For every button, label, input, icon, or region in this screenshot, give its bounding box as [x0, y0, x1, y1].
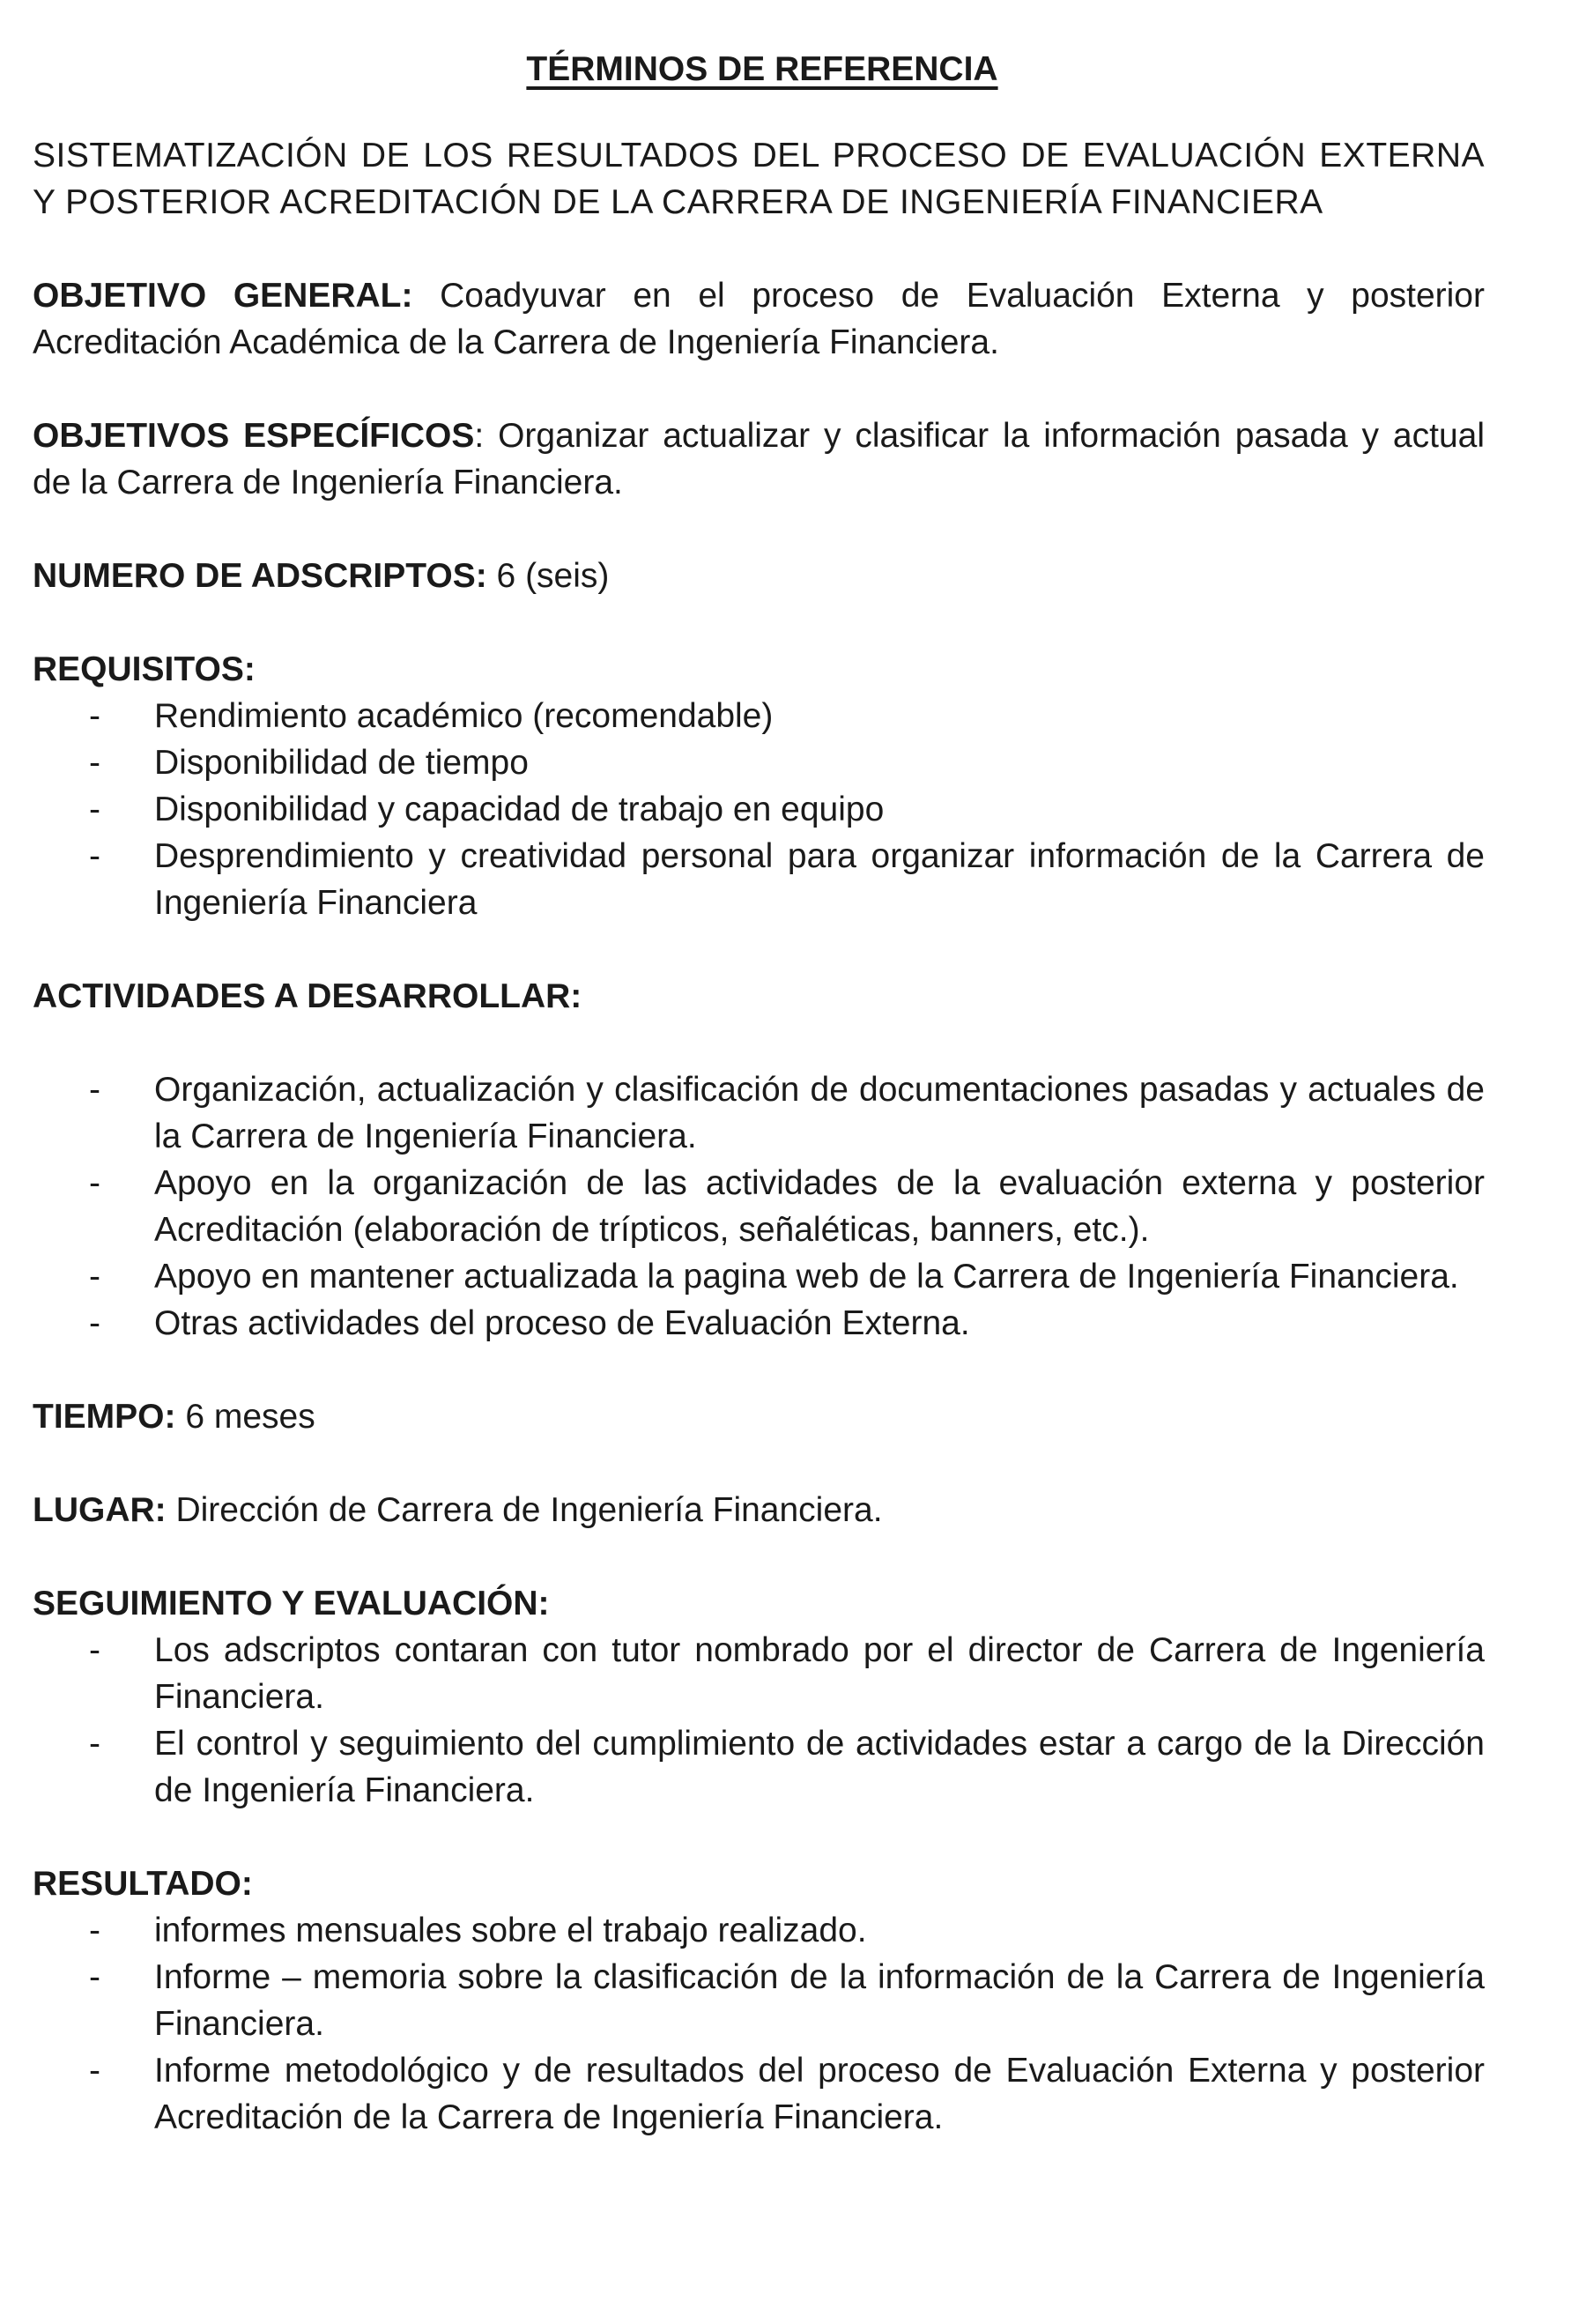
list-item-text: informes mensuales sobre el trabajo realizado. — [154, 1912, 867, 1949]
dash-bullet-icon: - — [89, 1912, 100, 1949]
list-item — [33, 2047, 1485, 2141]
actividades-list — [33, 1066, 1485, 1347]
section-resultado — [33, 1860, 1485, 2141]
dash-bullet-icon: - — [89, 2052, 100, 2090]
list-item-text: Apoyo en la organización de las actividades de la evaluación externa y posterior Acreditación (elaboración de trípticos, señaléticas, banners, etc.). — [154, 1164, 1485, 1249]
list-item-text: Informe metodológico y de resultados del proceso de Evaluación Externa y posterior Acreditación de la Carrera de Ingeniería Financiera. — [154, 2052, 1485, 2136]
section-numero-adscriptos — [33, 553, 1485, 599]
dash-bullet-icon: - — [89, 1071, 100, 1109]
list-item-text: Los adscriptos contaran con tutor nombrado por el director de Carrera de Ingeniería Financiera. — [154, 1631, 1485, 1716]
objetivos-especificos-text: : Organizar actualizar y clasificar la información pasada y actual de la Carrera de Ingeniería Financiera. — [33, 417, 1485, 501]
dash-bullet-icon: - — [89, 1725, 100, 1763]
dash-bullet-icon: - — [89, 744, 100, 782]
dash-bullet-icon: - — [89, 1258, 100, 1296]
lugar-value: Dirección de Carrera de Ingeniería Financiera. — [166, 1491, 883, 1529]
list-item-text: Apoyo en mantener actualizada la pagina web de la Carrera de Ingeniería Financiera. — [154, 1258, 1459, 1296]
document-page — [33, 46, 1485, 2187]
list-item-text: Informe – memoria sobre la clasificación de la información de la Carrera de Ingeniería Financiera. — [154, 1958, 1485, 2043]
tiempo-paragraph — [33, 1393, 1485, 1440]
list-item-text: Disponibilidad de tiempo — [154, 744, 529, 782]
list-item — [33, 739, 1485, 786]
numero-adscriptos-label: NUMERO DE ADSCRIPTOS: — [33, 557, 487, 595]
tiempo-value: 6 meses — [175, 1398, 315, 1436]
requisitos-heading: REQUISITOS: — [33, 650, 256, 688]
section-tiempo — [33, 1393, 1485, 1440]
lugar-label: LUGAR: — [33, 1491, 167, 1529]
list-item — [33, 1720, 1485, 1814]
document-title: TÉRMINOS DE REFERENCIA — [526, 50, 998, 88]
section-objetivos-especificos — [33, 412, 1485, 506]
seguimiento-list — [33, 1627, 1485, 1814]
objetivo-general-paragraph — [33, 272, 1485, 366]
seguimiento-heading: SEGUIMIENTO Y EVALUACIÓN: — [33, 1585, 550, 1622]
dash-bullet-icon: - — [89, 1304, 100, 1342]
list-item — [33, 693, 1485, 739]
list-item — [33, 1627, 1485, 1720]
list-item — [33, 1253, 1485, 1300]
list-item-text: Disponibilidad y capacidad de trabajo en equipo — [154, 791, 885, 828]
dash-bullet-icon: - — [89, 1164, 100, 1202]
objetivo-general-text: Coadyuvar en el proceso de Evaluación Externa y posterior Acreditación Académica de la Carrera de Ingeniería Financiera. — [33, 277, 1485, 361]
tiempo-label: TIEMPO: — [33, 1398, 176, 1436]
list-item-text: Organización, actualización y clasificación de documentaciones pasadas y actuales de la Carrera de Ingeniería Financiera. — [154, 1071, 1485, 1155]
requisitos-list — [33, 693, 1485, 926]
dash-bullet-icon: - — [89, 837, 100, 875]
resultado-heading: RESULTADO: — [33, 1865, 253, 1903]
objetivo-general-label: OBJETIVO GENERAL: — [33, 277, 413, 315]
list-item — [33, 1907, 1485, 1954]
list-item — [33, 833, 1485, 926]
list-item-text: Desprendimiento y creatividad personal para organizar información de la Carrera de Ingeniería Financiera — [154, 837, 1485, 922]
objetivos-especificos-paragraph — [33, 412, 1485, 506]
list-item-text: Otras actividades del proceso de Evaluación Externa. — [154, 1304, 970, 1342]
list-item — [33, 1066, 1485, 1160]
list-item — [33, 1954, 1485, 2047]
list-item — [33, 786, 1485, 833]
list-item-text: Rendimiento académico (recomendable) — [154, 697, 774, 735]
list-item-text: El control y seguimiento del cumplimiento de actividades estar a cargo de la Dirección de Ingeniería Financiera. — [154, 1725, 1485, 1809]
section-requisitos — [33, 646, 1485, 926]
dash-bullet-icon: - — [89, 1958, 100, 1996]
section-lugar — [33, 1487, 1485, 1533]
numero-adscriptos-value: 6 (seis) — [486, 557, 610, 595]
dash-bullet-icon: - — [89, 1631, 100, 1669]
numero-adscriptos-paragraph — [33, 553, 1485, 599]
objetivos-especificos-label: OBJETIVOS ESPECÍFICOS — [33, 417, 475, 455]
dash-bullet-icon: - — [89, 697, 100, 735]
document-subtitle: SISTEMATIZACIÓN DE LOS RESULTADOS DEL PROCESO DE EVALUACIÓN EXTERNA Y POSTERIOR ACREDITACIÓN DE LA CARRERA DE INGENIERÍA FINANCIERA — [33, 137, 1485, 221]
lugar-paragraph — [33, 1487, 1485, 1533]
resultado-list — [33, 1907, 1485, 2141]
dash-bullet-icon: - — [89, 791, 100, 828]
actividades-heading: ACTIVIDADES A DESARROLLAR: — [33, 977, 582, 1015]
section-objetivo-general — [33, 272, 1485, 366]
section-seguimiento — [33, 1580, 1485, 1814]
list-item — [33, 1300, 1485, 1347]
section-actividades — [33, 973, 1485, 1347]
list-item — [33, 1160, 1485, 1253]
